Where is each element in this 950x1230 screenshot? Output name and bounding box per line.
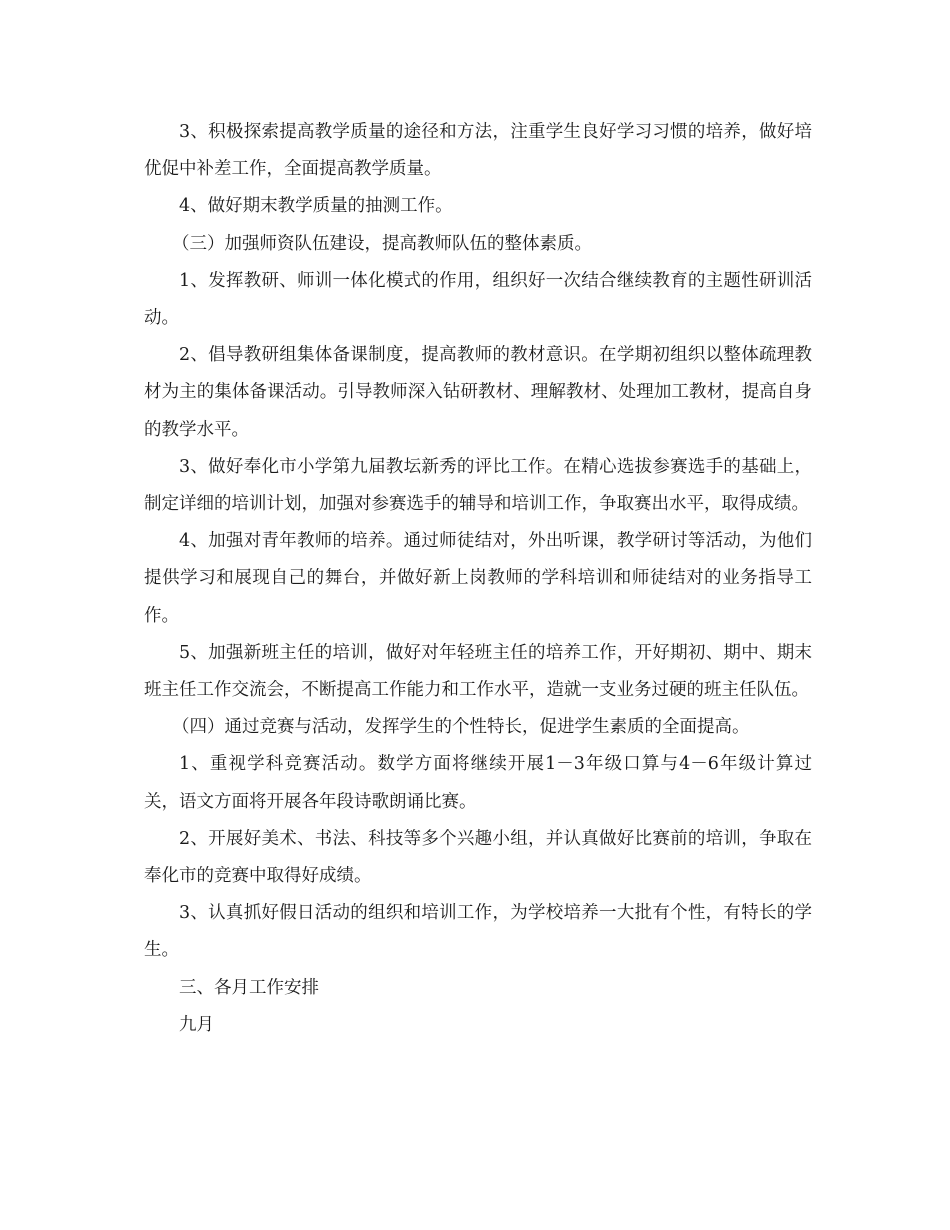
section-heading-teacher-team: （三）加强师资队伍建设，提高教师队伍的整体素质。 <box>172 233 592 254</box>
paragraph-item-2-lesson-planning: 2、倡导教研组集体备课制度，提高教师的教材意识。在学期初组织以整体疏理教材为主的集体备课活动。引导教师深入钻研教材、理解教材、处理加工教材，提高自身的教学水平。 <box>144 345 812 440</box>
paragraph-item-1-research-training: 1、发挥教研、师训一体化模式的作用，组织好一次结合继续教育的主题性研训活动。 <box>144 270 812 329</box>
paragraph-item-3-holiday-activities: 3、认真抓好假日活动的组织和培训工作，为学校培养一大批有个性，有特长的学生。 <box>144 903 812 961</box>
paragraph-item-5-class-teachers: 5、加强新班主任的培训，做好对年轻班主任的培养工作，开好期初、期中、期末班主任工作交流会，不断提高工作能力和工作水平，造就一支业务过硬的班主任队伍。 <box>144 642 812 701</box>
section-heading-monthly-schedule: 三、各月工作安排 <box>179 977 319 998</box>
paragraph-item-3-teacher-contest: 3、做好奉化市小学第九届教坛新秀的评比工作。在精心选拔参赛选手的基础上，制定详细的培训计划，加强对参赛选手的辅导和培训工作，争取赛出水平，取得成绩。 <box>144 456 812 515</box>
paragraph-item-4-final-exam: 4、做好期末教学质量的抽测工作。 <box>179 196 453 217</box>
document-body <box>144 114 812 1044</box>
paragraph-item-4-young-teachers: 4、加强对青年教师的培养。通过师徒结对，外出听课，教学研讨等活动，为他们提供学习和展现自己的舞台，并做好新上岗教师的学科培训和师徒结对的业务指导工作。 <box>144 531 812 626</box>
paragraph-item-1-subject-contests: 1、重视学科竞赛活动。数学方面将继续开展1－3年级口算与4－6年级计算过关，语文方面将开展各年段诗歌朗诵比赛。 <box>144 754 812 812</box>
section-heading-student-activities: （四）通过竞赛与活动，发挥学生的个性特长，促进学生素质的全面提高。 <box>172 717 750 738</box>
paragraph-item-2-interest-groups: 2、开展好美术、书法、科技等多个兴趣小组，并认真做好比赛前的培训，争取在奉化市的竞赛中取得好成绩。 <box>144 828 812 887</box>
paragraph-item-3-teaching-quality: 3、积极探索提高教学质量的途径和方法，注重学生良好学习习惯的培养，做好培优促中补差工作，全面提高教学质量。 <box>144 122 812 180</box>
month-heading-september: 九月 <box>179 1014 214 1035</box>
